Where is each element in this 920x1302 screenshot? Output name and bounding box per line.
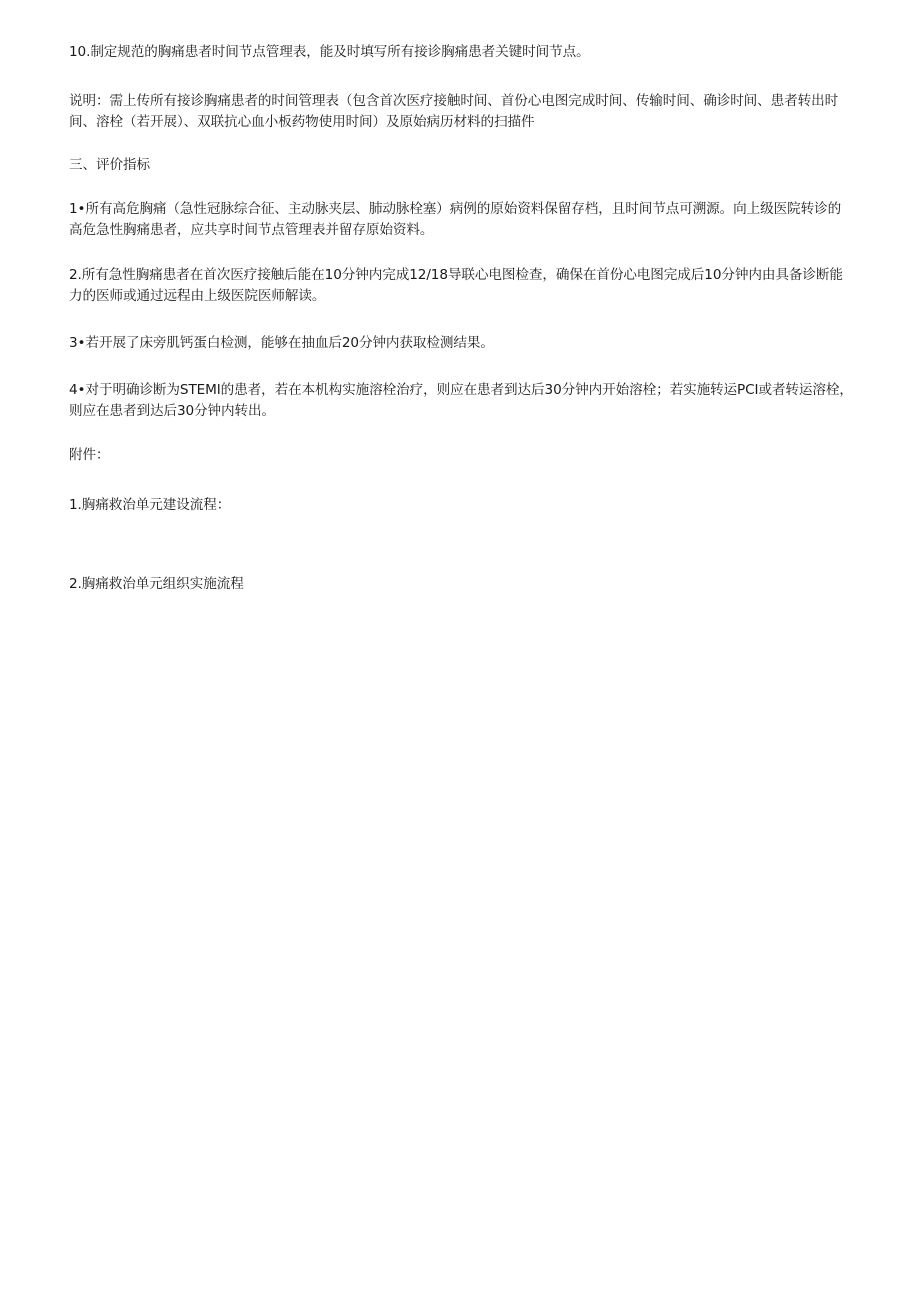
criterion-4: 4•对于明确诊断为STEMI的患者，若在本机构实施溶栓治疗，则应在患者到达后30分钟内开始溶栓；若实施转运PCI或者转运溶栓，则应在患者到达后30分钟内转出。 — [69, 382, 853, 419]
criterion-2: 2.所有急性胸痛患者在首次医疗接触后能在10分钟内完成12/18导联心电图检查，确保在首份心电图完成后10分钟内由具备诊断能力的医师或通过远程由上级医院医师解读。 — [69, 267, 843, 304]
requirement-item-10: 10.制定规范的胸痛患者时间节点管理表，能及时填写所有接诊胸痛患者关键时间节点。 — [69, 44, 590, 60]
criterion-1: 1•所有高危胸痛（急性冠脉综合征、主动脉夹层、肺动脉栓塞）病例的原始资料保留存档，且时间节点可溯源。向上级医院转诊的高危急性胸痛患者，应共享时间节点管理表并留存原始资料。 — [69, 201, 842, 238]
attachments-label: 附件： — [69, 447, 110, 463]
requirement-note: 说明：需上传所有接诊胸痛患者的时间管理表（包含首次医疗接触时间、首份心电图完成时间、传输时间、确诊时间、患者转出时间、溶栓（若开展）、双联抗心血小板药物使用时间）及原始病历材料的扫描件 — [69, 93, 839, 130]
attachment-1: 1.胸痛救治单元建设流程： — [69, 497, 231, 513]
section-heading: 三、评价指标 — [69, 157, 150, 173]
attachment-2: 2.胸痛救治单元组织实施流程 — [69, 576, 244, 592]
document-page — [69, 42, 854, 595]
criterion-3: 3•若开展了床旁肌钙蛋白检测，能够在抽血后20分钟内获取检测结果。 — [69, 335, 494, 351]
